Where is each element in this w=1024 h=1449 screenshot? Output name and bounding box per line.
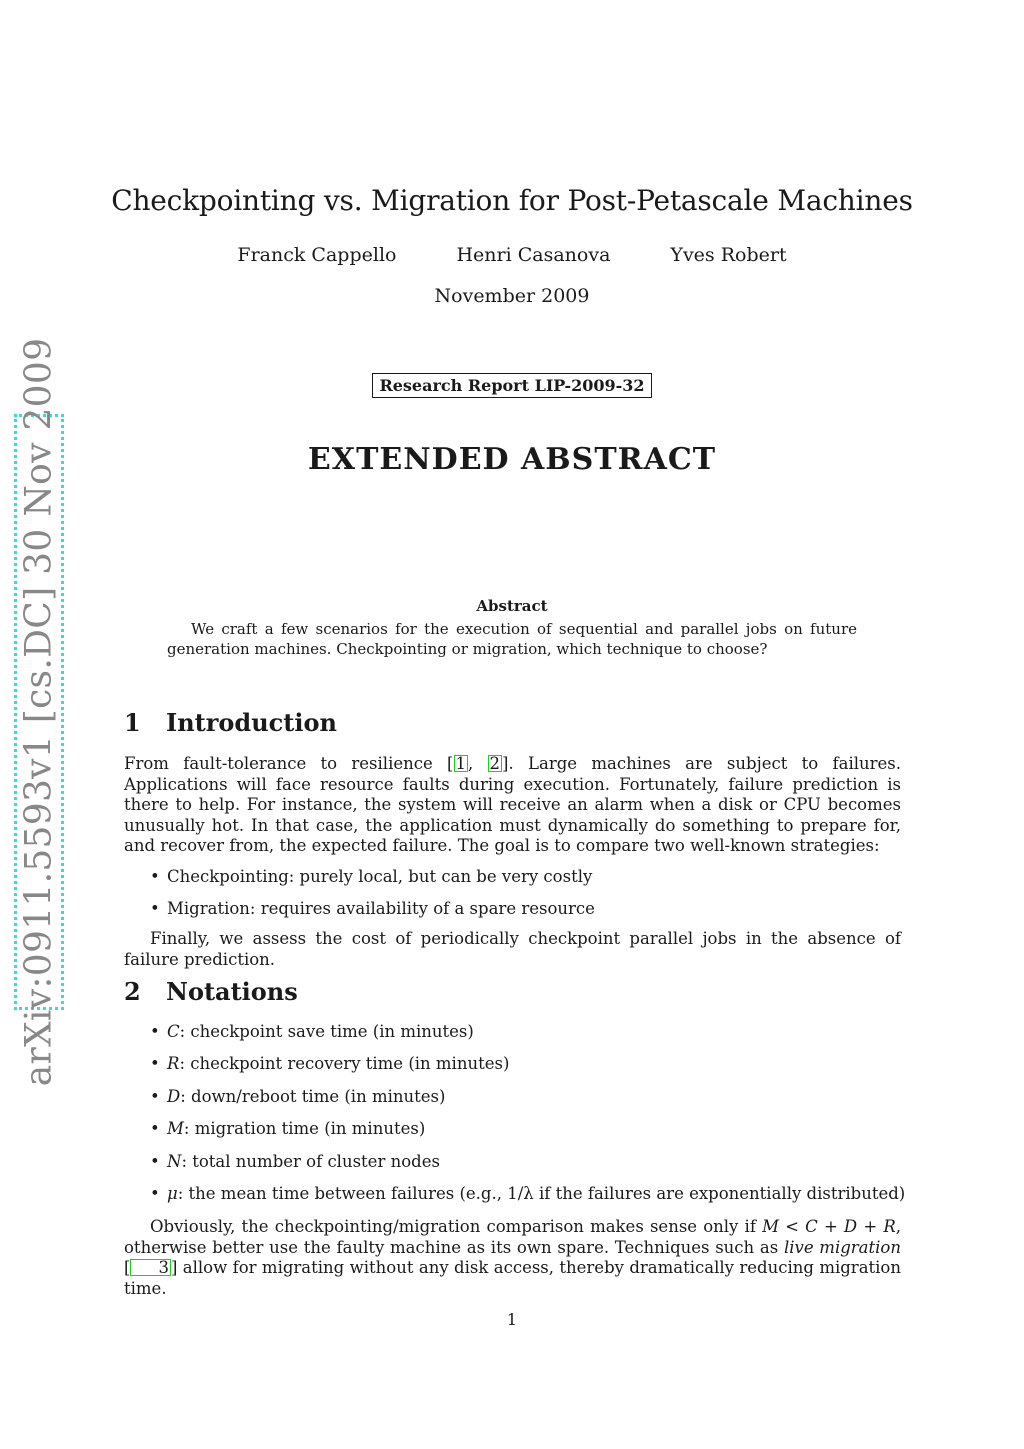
notation-list <box>150 1022 905 1216</box>
citation-link[interactable]: 2 <box>489 754 501 773</box>
section-heading-notations <box>124 977 298 1006</box>
list-item-text: : checkpoint recovery time (in minutes) <box>179 1054 510 1074</box>
strategy-list <box>150 867 595 932</box>
bullet-icon: • <box>150 867 160 886</box>
text-run: From fault-tolerance to resilience [ <box>124 754 454 773</box>
list-item <box>150 1022 905 1054</box>
list-item <box>150 1184 905 1216</box>
text-run: , otherwise better use the faulty machine as its own spare. Techniques such as <box>124 1217 901 1257</box>
author-list <box>0 244 1024 266</box>
text-run: ]. Large machines are subject to failures. Applications will face resource faults during execution. Fortunately, failure prediction is there to help. For instance, the system will receive an alarm when a disk or CPU becomes unusually hot. In that case, the application must dynamically do something to prepare for, and recover from, the expected failure. The goal is to compare two well-known strategies: <box>124 754 901 856</box>
list-item-text: Migration: requires availability of a spare resource <box>167 899 595 919</box>
bullet-icon: • <box>150 1086 160 1106</box>
list-item <box>150 1119 905 1151</box>
text-run: ] allow for migrating without any disk access, thereby dramatically reducing migration time. <box>124 1258 901 1298</box>
intro-paragraph <box>124 754 901 857</box>
author-name: Franck Cappello <box>237 244 397 266</box>
author-name: Yves Robert <box>670 244 787 266</box>
report-box-container <box>0 373 1024 398</box>
math-inequality: M < C + D + R <box>762 1217 896 1236</box>
math-symbol: N <box>167 1151 182 1171</box>
notations-paragraph <box>124 1217 901 1299</box>
list-item <box>150 1054 905 1086</box>
bullet-icon: • <box>150 1183 160 1203</box>
list-item-text: : checkpoint save time (in minutes) <box>179 1022 474 1041</box>
bullet-icon: • <box>150 1151 160 1171</box>
list-item-text: : migration time (in minutes) <box>183 1119 426 1139</box>
paper-date: November 2009 <box>434 285 590 307</box>
list-item-text: : total number of cluster nodes <box>181 1151 440 1171</box>
bullet-icon: • <box>150 1022 160 1041</box>
section-number: 2 <box>124 977 141 1006</box>
abstract-heading: Abstract <box>476 597 548 615</box>
intro-closing-paragraph: Finally, we assess the cost of periodically checkpoint parallel jobs in the absence of failure prediction. <box>124 929 901 969</box>
math-symbol: R <box>167 1054 180 1074</box>
math-symbol: C <box>167 1022 180 1041</box>
list-item <box>150 1087 905 1119</box>
emphasis-text: live migration <box>783 1237 901 1257</box>
list-item <box>150 867 595 899</box>
math-symbol: D <box>167 1086 181 1106</box>
bullet-icon: • <box>150 1054 160 1074</box>
page-number: 1 <box>506 1310 518 1329</box>
abstract-text: We craft a few scenarios for the execution of sequential and parallel jobs on future generation machines. Checkpointing or migration, which technique to choose? <box>167 620 857 658</box>
citation-link[interactable]: 3 <box>130 1259 171 1276</box>
text-run: Obviously, the checkpointing/migration comparison makes sense only if <box>150 1217 763 1236</box>
author-name: Henri Casanova <box>456 244 611 266</box>
math-symbol: M <box>167 1119 184 1139</box>
citation-link[interactable]: 1 <box>455 754 466 773</box>
section-title: Notations <box>166 977 298 1006</box>
section-title: Introduction <box>166 708 337 737</box>
paper-title: Checkpointing vs. Migration for Post-Petascale Machines <box>111 184 913 217</box>
list-item-text: : the mean time between failures (e.g., 1/λ if the failures are exponentially distributed) <box>177 1183 906 1203</box>
list-item <box>150 1152 905 1184</box>
list-item-text: : down/reboot time (in minutes) <box>180 1086 446 1106</box>
section-heading-introduction <box>124 708 337 737</box>
extended-abstract-heading: EXTENDED ABSTRACT <box>307 442 717 477</box>
list-item <box>150 899 595 931</box>
math-symbol: μ <box>167 1183 178 1203</box>
list-item-text: Checkpointing: purely local, but can be very costly <box>167 867 593 886</box>
bullet-icon: • <box>150 899 160 919</box>
text-run: , <box>468 754 488 773</box>
text-run: [ <box>124 1258 131 1278</box>
section-number: 1 <box>124 708 141 737</box>
report-id-box: Research Report LIP-2009-32 <box>372 373 651 398</box>
arxiv-stamp-text: arXiv:0911.5593v1 [cs.DC] 30 Nov 2009 <box>18 337 60 1087</box>
bullet-icon: • <box>150 1119 160 1139</box>
